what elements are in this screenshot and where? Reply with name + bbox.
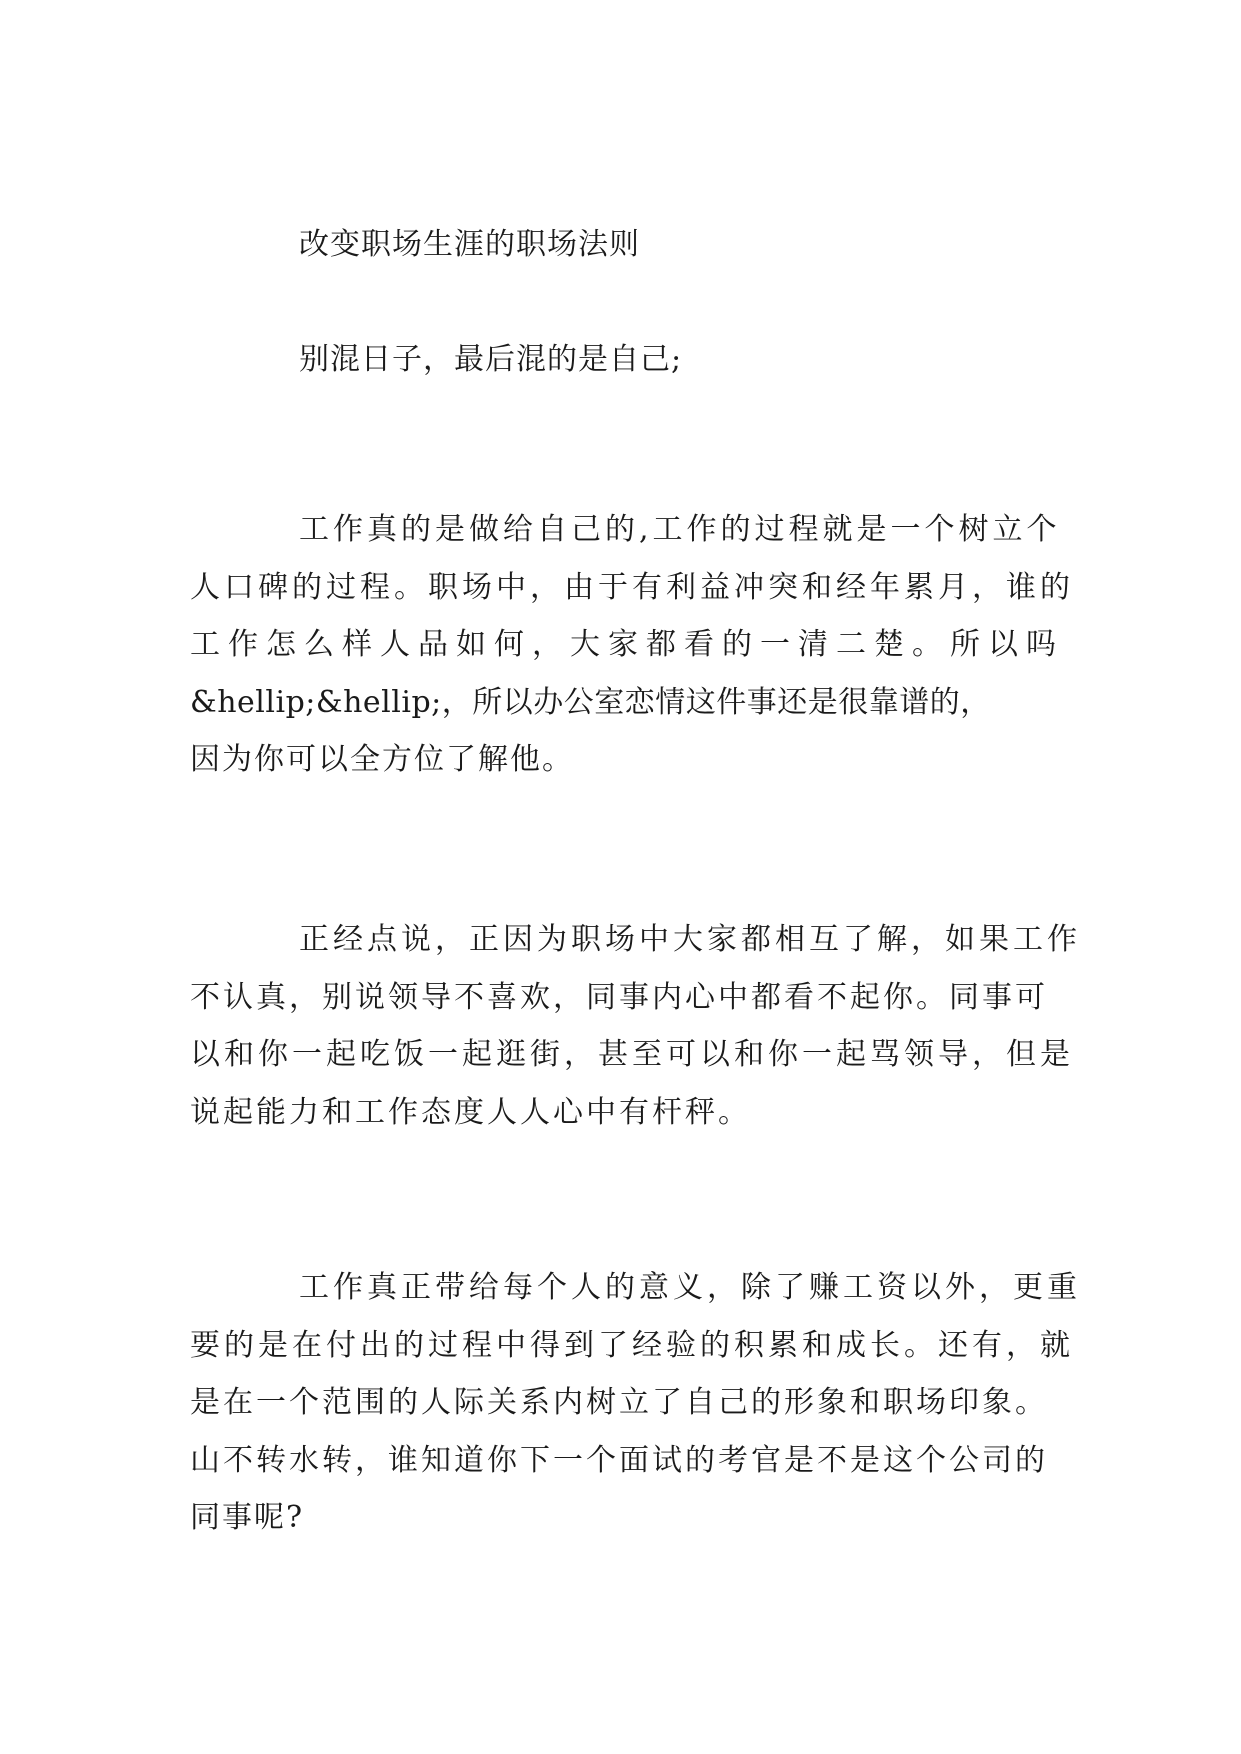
- paragraph-line: 以和你一起吃饭一起逛街，甚至可以和你一起骂领导，但是: [190, 1037, 1074, 1072]
- paragraph-line: 工作真的是做给自己的,工作的过程就是一个树立个: [299, 512, 1061, 547]
- paragraph-line: 同事呢?: [190, 1500, 305, 1535]
- paragraph-line: 山不转水转，谁知道你下一个面试的考官是不是这个公司的: [190, 1443, 1048, 1478]
- paragraph-line: 工作真正带给每个人的意义，除了赚工资以外，更重: [299, 1270, 1081, 1305]
- paragraph-line: 不认真，别说领导不喜欢，同事内心中都看不起你。同事可: [190, 980, 1048, 1015]
- paragraph-line: 人口碑的过程。职场中，由于有利益冲突和经年累月，谁的: [190, 570, 1074, 605]
- document-subtitle: 别混日子，最后混的是自己;: [299, 342, 683, 377]
- paragraph-line: 正经点说，正因为职场中大家都相互了解，如果工作: [299, 922, 1081, 957]
- paragraph-line: 说起能力和工作态度人人心中有杆秤。: [190, 1095, 751, 1130]
- document-title: 改变职场生涯的职场法则: [299, 227, 640, 262]
- paragraph-line: 要的是在付出的过程中得到了经验的积累和成长。还有，就: [190, 1328, 1074, 1363]
- paragraph-line: 工作怎么样人品如何，大家都看的一清二楚。所以吗: [190, 627, 1064, 662]
- paragraph-line: 是在一个范围的人际关系内树立了自己的形象和职场印象。: [190, 1385, 1048, 1420]
- paragraph-line: 因为你可以全方位了解他。: [190, 742, 574, 777]
- paragraph-line: &hellip;&hellip;，所以办公室恋情这件事还是很靠谱的，: [190, 685, 991, 720]
